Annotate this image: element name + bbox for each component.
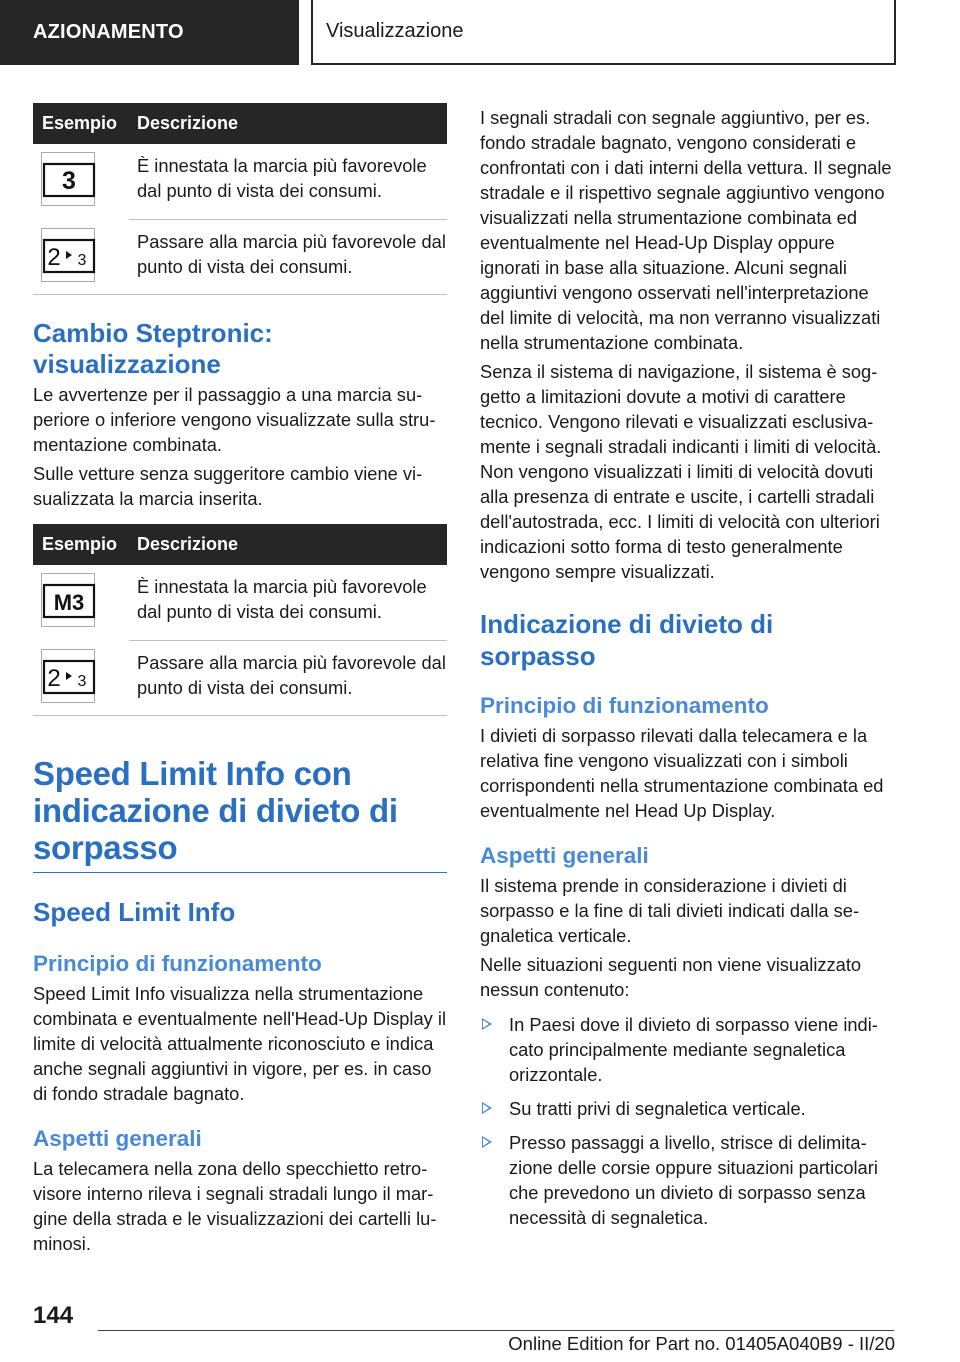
svg-text:3: 3 (77, 252, 87, 269)
footer-edition: Online Edition for Part no. 01405A040B9 - II/20 (508, 1333, 895, 1354)
header-section-label: AZIONAMENTO (33, 21, 184, 43)
bullet-triangle-icon (482, 1136, 492, 1148)
no-passing-principle-heading: Principio di funzionamento (480, 693, 769, 718)
no-content-situations-list (480, 1012, 895, 1230)
gear-3-icon (41, 152, 95, 206)
col-description-header: Descrizione (137, 534, 239, 554)
footer-rule (98, 1330, 894, 1331)
gear-table-1 (33, 103, 447, 296)
table-row (33, 144, 447, 220)
steptronic-paragraph-2: Sulle vetture senza suggeritore cambio viene visualizzata la marcia inserita. (33, 463, 423, 509)
steptronic-heading: Cambio Steptronic: visualizzazione (33, 318, 273, 379)
list-item-text: Presso passaggi a livello, strisce di delimitazione delle corsie oppure situazioni particolari che prevedono un divieto di sorpasso senza necessità di segnaletica. (509, 1132, 878, 1228)
speed-limit-title: Speed Limit Info con indicazione di divieto di sorpasso (33, 755, 398, 866)
steptronic-section (33, 318, 447, 511)
header-subsection (311, 0, 896, 65)
table-header (33, 103, 447, 144)
row-description: Passare alla marcia più favorevole dal punto di vista dei consumi. (137, 652, 446, 698)
page-number: 144 (33, 1302, 74, 1329)
list-item (480, 1130, 895, 1230)
header-subsection-label: Visualizzazione (326, 20, 464, 42)
bullet-triangle-icon (482, 1102, 492, 1114)
gear-2-to-3-icon (41, 228, 95, 282)
gear-2-to-3-icon (41, 649, 95, 703)
col-description-header: Descrizione (137, 113, 239, 133)
svg-text:3: 3 (77, 673, 87, 690)
principle-heading: Principio di funzionamento (33, 951, 322, 976)
right-paragraph-1: I segnali stradali con segnale aggiuntivo, per es. fondo stradale bagnato, vengono considerati e confrontati con i dati interni della vettura. Il segnale stradale e il rispettivo segnale aggiuntivo vengono visualizzati nella strumentazione combinata ed eventualmente nel Head-Up Display oppure ignorati in base alla situazione. Alcuni segnali aggiuntivi vengono osservati nell'interpretazione del limite di velocità, ma non verranno visualizzati nella strumentazione combinata. (480, 107, 892, 353)
right-paragraph-2: Senza il sistema di navigazione, il sistema è soggetto a limitazioni dovute a motivi di carattere tecnico. Vengono rilevati e visualizzati esclusivamente i segnali stradali indicanti i limiti di velocità. Non vengono visualizzati i limiti di velocità dovuti alla presenza di entrate e uscite, i cartelli stradali dell'autostrada, ecc. I limiti di velocità con ulteriori indicazioni sotto forma di testo generalmente vengono sempre visualizzati. (480, 361, 882, 582)
svg-text:2: 2 (47, 244, 61, 271)
title-rule (33, 872, 447, 873)
no-passing-principle-paragraph: I divieti di sorpasso rilevati dalla telecamera e la relativa fine vengono visualizzati con i simboli corrispondenti nella strumentazione combinata ed eventualmente nel Head Up Display. (480, 725, 884, 821)
col-example-header: Esempio (42, 113, 118, 133)
bullet-triangle-icon (482, 1018, 492, 1030)
speed-limit-subheading: Speed Limit Info (33, 897, 236, 927)
no-passing-heading: Indicazione di divieto di sorpasso (480, 609, 774, 671)
general-heading: Aspetti generali (33, 1126, 202, 1151)
table-bottom-line (33, 294, 447, 295)
list-item-text: Su tratti privi di segnaletica verticale. (509, 1098, 806, 1119)
table-row (33, 220, 447, 296)
table-row (33, 641, 447, 717)
no-passing-general-heading: Aspetti generali (480, 843, 649, 868)
row-description: È innestata la marcia più favorevole dal punto di vista dei consumi. (137, 155, 427, 201)
list-item (480, 1096, 895, 1121)
right-column (480, 105, 895, 1230)
svg-text:3: 3 (62, 167, 76, 195)
svg-text:2: 2 (47, 665, 61, 692)
svg-text:M3: M3 (53, 590, 85, 615)
list-item (480, 1012, 895, 1087)
row-description: È innestata la marcia più favorevole dal punto di vista dei consumi. (137, 576, 427, 622)
no-passing-general-paragraph-2: Nelle situazioni seguenti non viene visualizzato nessun contenuto: (480, 954, 862, 1000)
row-description: Passare alla marcia più favorevole dal punto di vista dei consumi. (137, 231, 446, 277)
col-example-header: Esempio (42, 534, 118, 554)
gear-table-2 (33, 524, 447, 717)
gear-m3-icon (41, 573, 95, 627)
table-bottom-line (33, 715, 447, 716)
no-passing-general-paragraph-1: Il sistema prende in considerazione i divieti di sorpasso e la fine di tali divieti indicati dalla segnaletica verticale. (480, 875, 860, 946)
principle-paragraph: Speed Limit Info visualizza nella strumentazione combinata e eventualmente nell'Head-Up Display il limite di velocità attualmente riconosciuto e indica anche segnali aggiuntivi in vigore, per es. in caso di fondo stradale bagnato. (33, 983, 447, 1104)
list-item-text: In Paesi dove il divieto di sorpasso viene indicato principalmente mediante segnaletica orizzontale. (509, 1014, 878, 1085)
speed-limit-section (33, 755, 447, 1256)
table-row (33, 565, 447, 641)
header-section (0, 0, 299, 65)
general-paragraph: La telecamera nella zona dello specchietto retrovisore interno rileva i segnali stradali lungo il margine della strada e le visualizzazioni dei cartelli luminosi. (33, 1158, 437, 1254)
steptronic-paragraph-1: Le avvertenze per il passaggio a una marcia superiore o inferiore vengono visualizzate sulla strumentazione combinata. (33, 384, 436, 455)
table-header (33, 524, 447, 565)
